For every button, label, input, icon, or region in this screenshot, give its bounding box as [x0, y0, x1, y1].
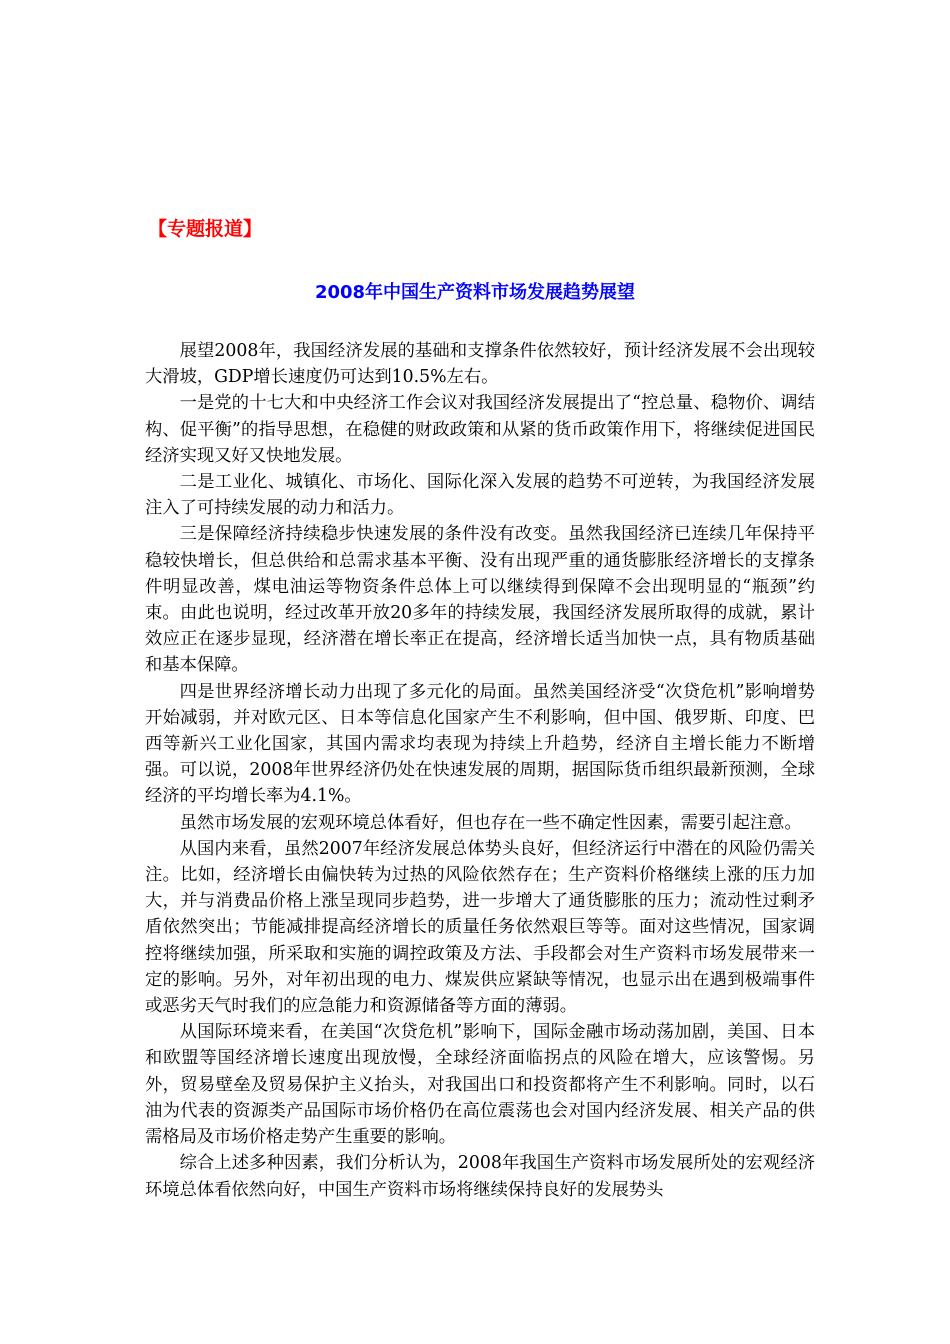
paragraph: 一是党的十七大和中央经济工作会议对我国经济发展提出了“控总量、稳物价、调结构、促平衡”的指导思想，在稳健的财政政策和从紧的货币政策作用下，将继续促进国民经济实现又好又快地发展。	[145, 393, 815, 466]
paragraph: 从国际环境来看，在美国“次贷危机”影响下，国际金融市场动荡加剧，美国、日本和欧盟等国经济增长速度出现放慢，全球经济面临拐点的风险在增大，应该警惕。另外，贸易壁垒及贸易保护主义抬头，对我国出口和投资都将产生不利影响。同时，以石油为代表的资源类产品国际市场价格仍在高位震荡也会对国内经济发展、相关产品的供需格局及市场价格走势产生重要的影响。	[145, 1022, 815, 1148]
paragraph: 展望2008年，我国经济发展的基础和支撑条件依然较好，预计经济发展不会出现较大滑坡，GDP增长速度仍可达到10.5%左右。	[145, 341, 815, 388]
paragraph: 二是工业化、城镇化、市场化、国际化深入发展的趋势不可逆转，为我国经济发展注入了可持续发展的动力和活力。	[145, 472, 815, 519]
paragraph: 综合上述多种因素，我们分析认为，2008年我国生产资料市场发展所处的宏观经济环境总体看依然向好，中国生产资料市场将继续保持良好的发展势头	[145, 1153, 815, 1200]
paragraph: 四是世界经济增长动力出现了多元化的局面。虽然美国经济受“次贷危机”影响增势开始减弱，并对欧元区、日本等信息化国家产生不利影响，但中国、俄罗斯、印度、巴西等新兴工业化国家，其国内需求均表现为持续上升趋势，经济自主增长能力不断增强。可以说，2008年世界经济仍处在快速发展的周期，据国际货币组织最新预测，全球经济的平均增长率为4.1%。	[145, 681, 815, 807]
article-body	[145, 338, 815, 1203]
paragraph: 三是保障经济持续稳步快速发展的条件没有改变。虽然我国经济已连续几年保持平稳较快增长，但总供给和总需求基本平衡、没有出现严重的通货膨胀经济增长的支撑条件明显改善，煤电油运等物资条件总体上可以继续得到保障不会出现明显的“瓶颈”约束。由此也说明，经过改革开放20多年的持续发展，我国经济发展所取得的成就，累计效应正在逐步显现，经济潜在增长率正在提高，经济增长适当加快一点，具有物质基础和基本保障。	[145, 524, 815, 676]
section-tag: 【专题报道】	[148, 218, 263, 240]
paragraph: 虽然市场发展的宏观环境总体看好，但也存在一些不确定性因素，需要引起注意。	[179, 812, 802, 833]
document-title: 2008年中国生产资料市场发展趋势展望	[314, 282, 636, 303]
paragraph: 从国内来看，虽然2007年经济发展总体势头良好，但经济运行中潜在的风险仍需关注。比如，经济增长由偏快转为过热的风险依然存在；生产资料价格继续上涨的压力加大，并与消费品价格上涨呈现同步趋势，进一步增大了通货膨胀的压力；流动性过剩矛盾依然突出；节能减排提高经济增长的质量任务依然艰巨等等。面对这些情况，国家调控将继续加强，所采取和实施的调控政策及方法、手段都会对生产资料市场发展带来一定的影响。另外，对年初出现的电力、煤炭供应紧缺等情况，也显示出在遇到极端事件或恶劣天气时我们的应急能力和资源储备等方面的薄弱。	[145, 838, 815, 1017]
